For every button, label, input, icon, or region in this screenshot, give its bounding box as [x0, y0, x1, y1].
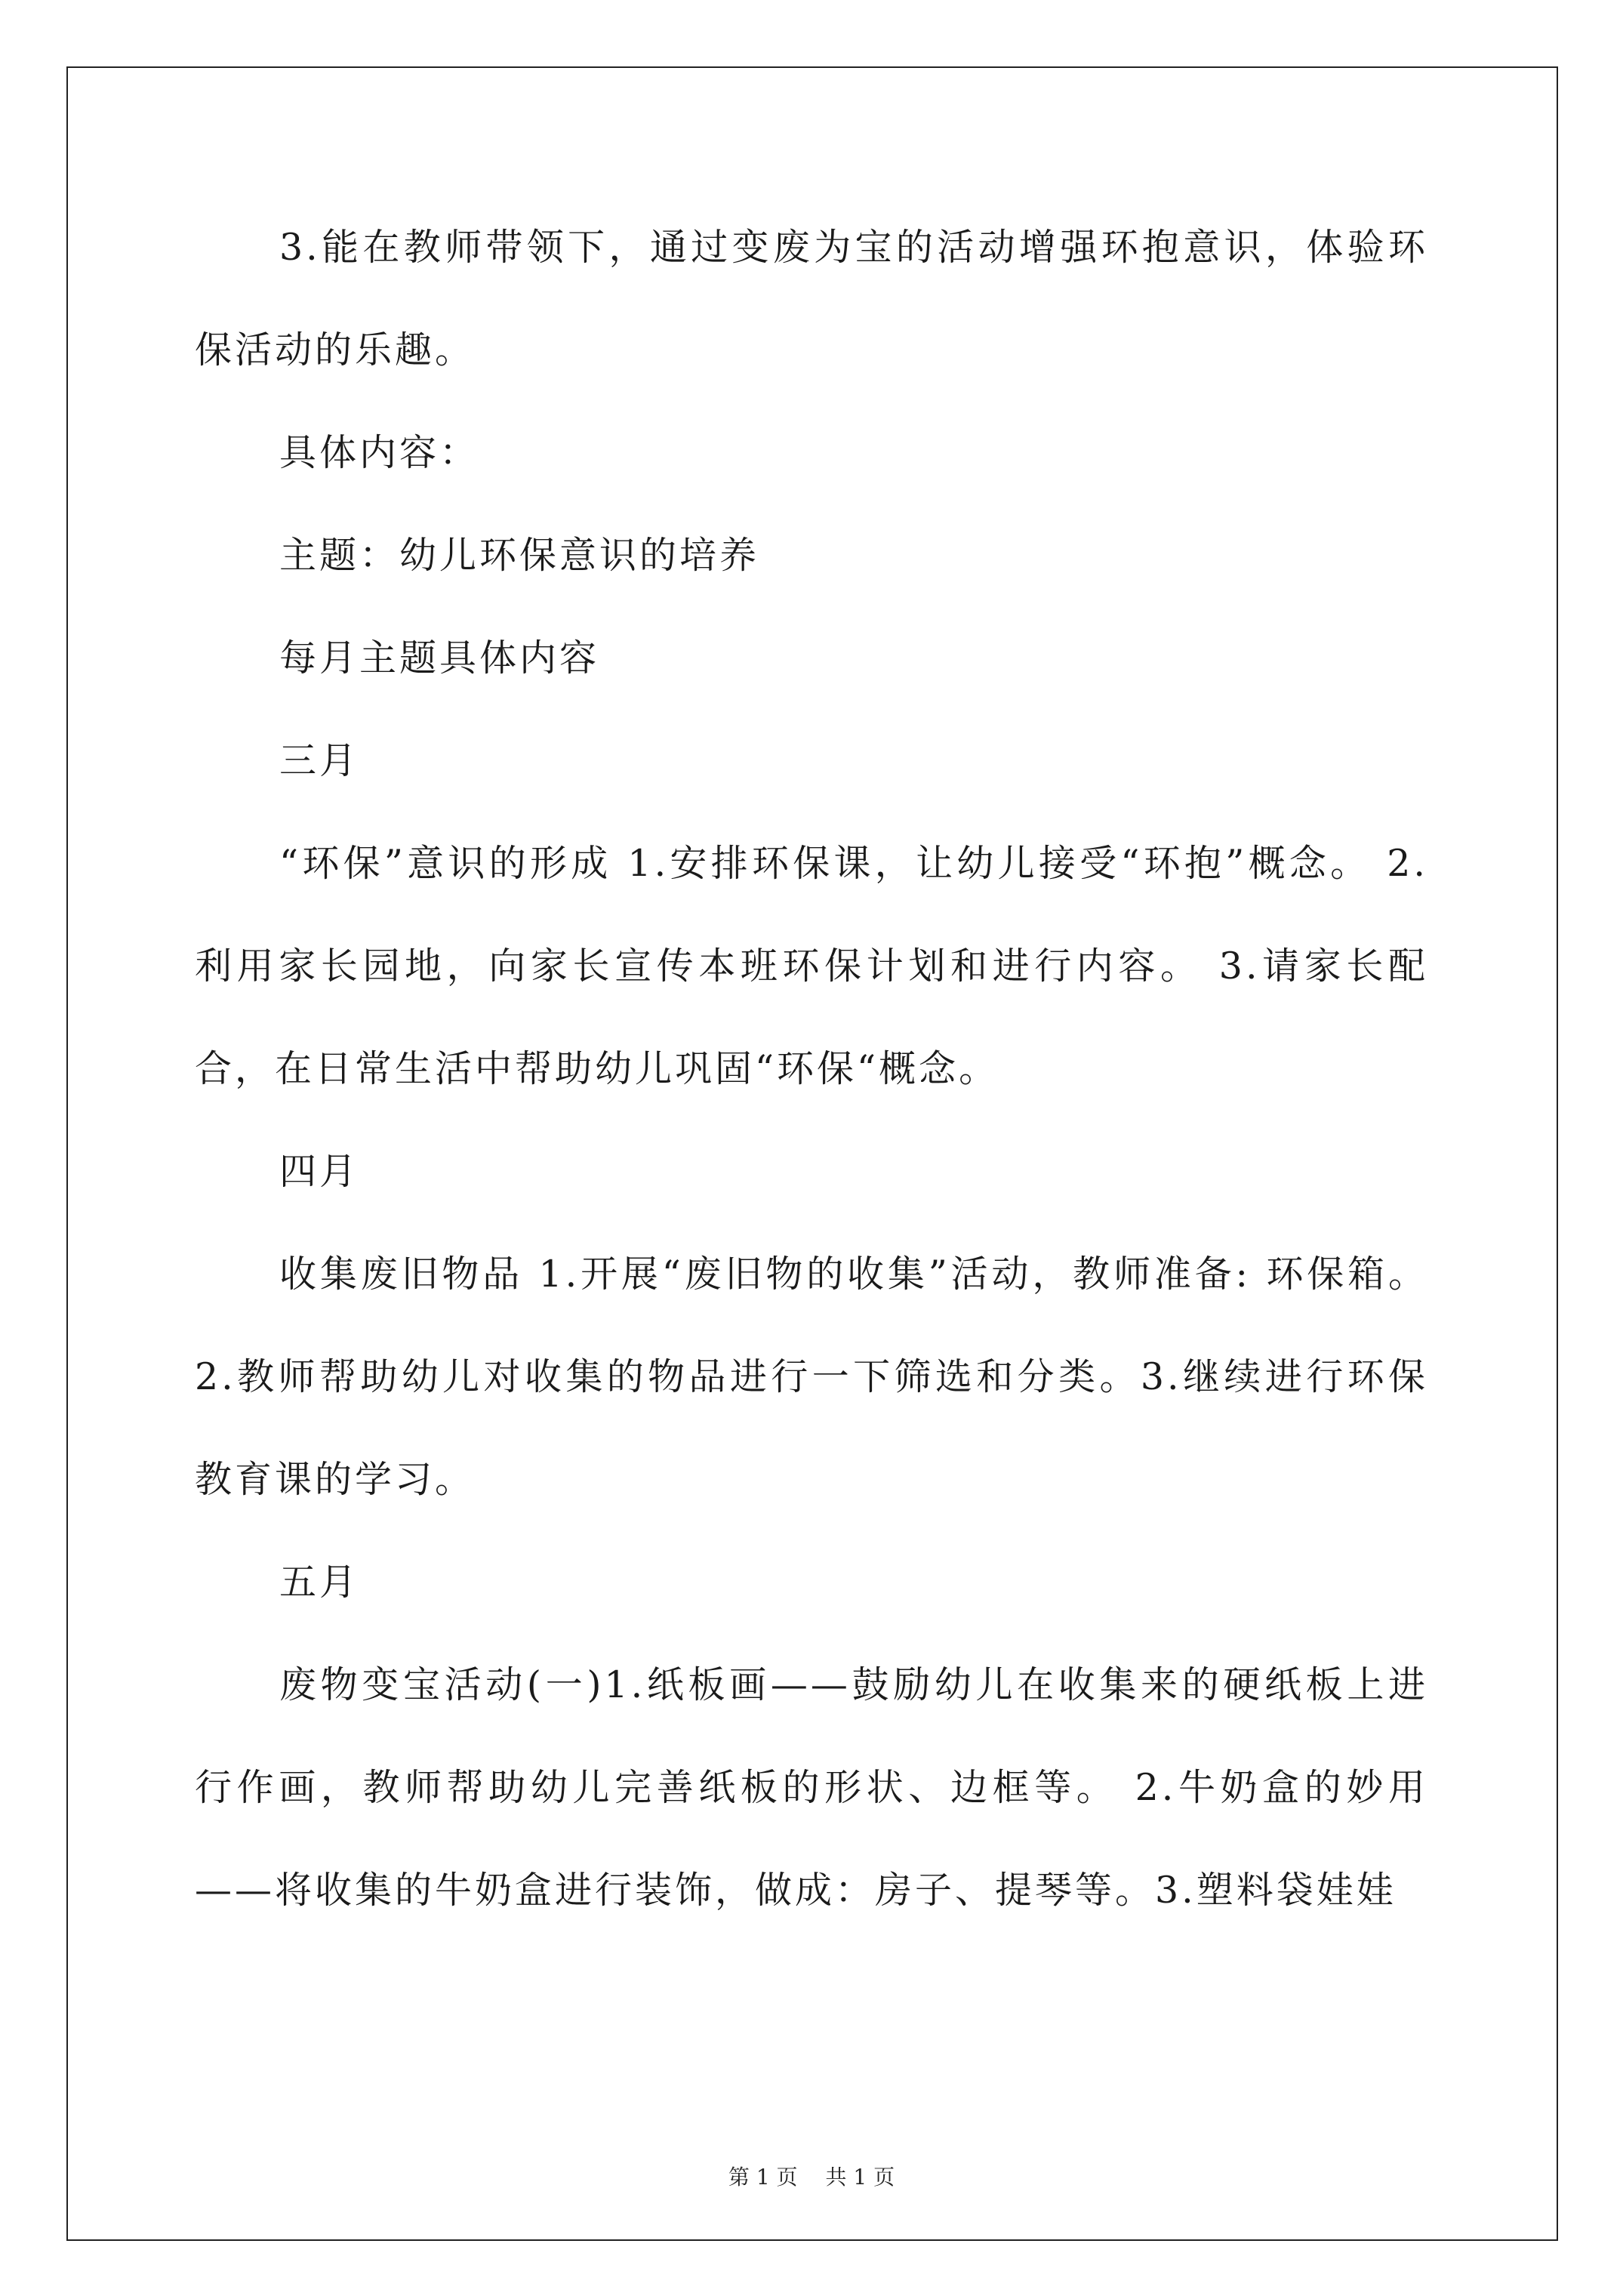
page-number: 第 1 页 [728, 2165, 798, 2190]
month-heading-march: 三月 [279, 739, 360, 782]
paragraph-theme: 主题：幼儿环保意识的培养 [279, 534, 760, 577]
document-body [195, 196, 1428, 1942]
page-total: 共 1 页 [825, 2165, 895, 2190]
month-heading-april: 四月 [279, 1150, 360, 1193]
month-heading-may: 五月 [279, 1561, 360, 1604]
paragraph-monthly-heading: 每月主题具体内容 [279, 636, 600, 680]
paragraph-goal-3: 3.能在教师带领下，通过变废为宝的活动增强环抱意识，体验环保活动的乐趣。 [195, 226, 1428, 371]
paragraph-content-heading: 具体内容： [279, 431, 480, 474]
page-footer [0, 2162, 1623, 2193]
paragraph-march: “环保”意识的形成 1.安排环保课，让幼儿接受“环抱”概念。 2.利用家长园地，向家长宣传本班环保计划和进行内容。 3.请家长配合，在日常生活中帮助幼儿巩固“环保“概念。 [195, 842, 1428, 1090]
paragraph-may: 废物变宝活动(一)1.纸板画——鼓励幼儿在收集来的硬纸板上进行作画，教师帮助幼儿完善纸板的形状、边框等。 2.牛奶盒的妙用——将收集的牛奶盒进行装饰，做成：房子、提琴等。3.塑料袋娃娃 [195, 1663, 1428, 1912]
paragraph-april: 收集废旧物品 1.开展“废旧物的收集”活动，教师准备: 环保箱。 2.教师帮助幼儿对收集的物品进行一下筛选和分类。3.继续进行环保教育课的学习。 [195, 1253, 1428, 1501]
